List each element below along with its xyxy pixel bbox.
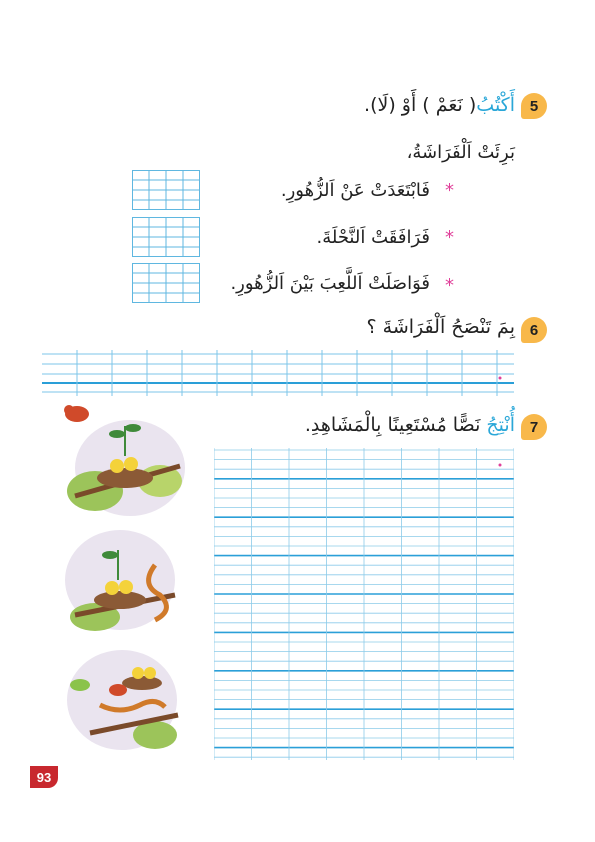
exercise-5-item-2: فَرَافَقَتْ اَلنَّحْلَةَ. (316, 227, 430, 248)
bullet-1: * (445, 180, 454, 201)
illustration-nest-bird (55, 396, 185, 516)
exercise-6-writing-lines[interactable] (42, 350, 514, 398)
exercise-7-writing-grid[interactable] (214, 448, 514, 760)
exercise-7-verb: أُنْتِجُ (486, 414, 515, 436)
answer-box-3[interactable] (132, 263, 200, 303)
answer-box-1[interactable] (132, 170, 200, 210)
illustration-nest-snake (60, 525, 180, 635)
exercise-7-badge (521, 414, 547, 440)
exercise-5-item-3: فَوَاصَلَتْ اَللَّعِبَ بَيْنَ اَلزُّهُورِ. (230, 273, 430, 294)
exercise-5-instruction-text: ( نَعَمْ ) أَوْ (لَا). (364, 94, 477, 116)
answer-box-2[interactable] (132, 217, 200, 257)
exercise-7-instruction-text: نَصًّا مُسْتَعِينًا بِالْمَشَاهِدِ. (304, 414, 481, 436)
page-number: 93 (30, 766, 58, 788)
bullet-2: * (445, 227, 454, 248)
exercise-7-instruction (305, 414, 515, 436)
exercise-6-number: 6 (529, 321, 539, 339)
exercise-5-item-1: فَابْتَعَدَتْ عَنْ اَلزُّهُورِ. (280, 180, 430, 201)
exercise-5-number: 5 (529, 97, 539, 115)
exercise-5-badge (521, 93, 547, 119)
exercise-5-verb: أَكْتُبُ (476, 94, 515, 116)
illustration-snake-birds (60, 645, 185, 755)
exercise-7-number: 7 (529, 418, 539, 436)
exercise-6-badge (521, 317, 547, 343)
bullet-3: * (445, 275, 454, 296)
exercise-6-question: بِمَ تَنْصَحُ اَلْفَرَاشَةَ ؟ (366, 316, 515, 338)
exercise-5-instruction (364, 94, 515, 116)
exercise-5-subtitle: بَرِئَتْ اَلْفَرَاشَةُ، (406, 142, 515, 163)
